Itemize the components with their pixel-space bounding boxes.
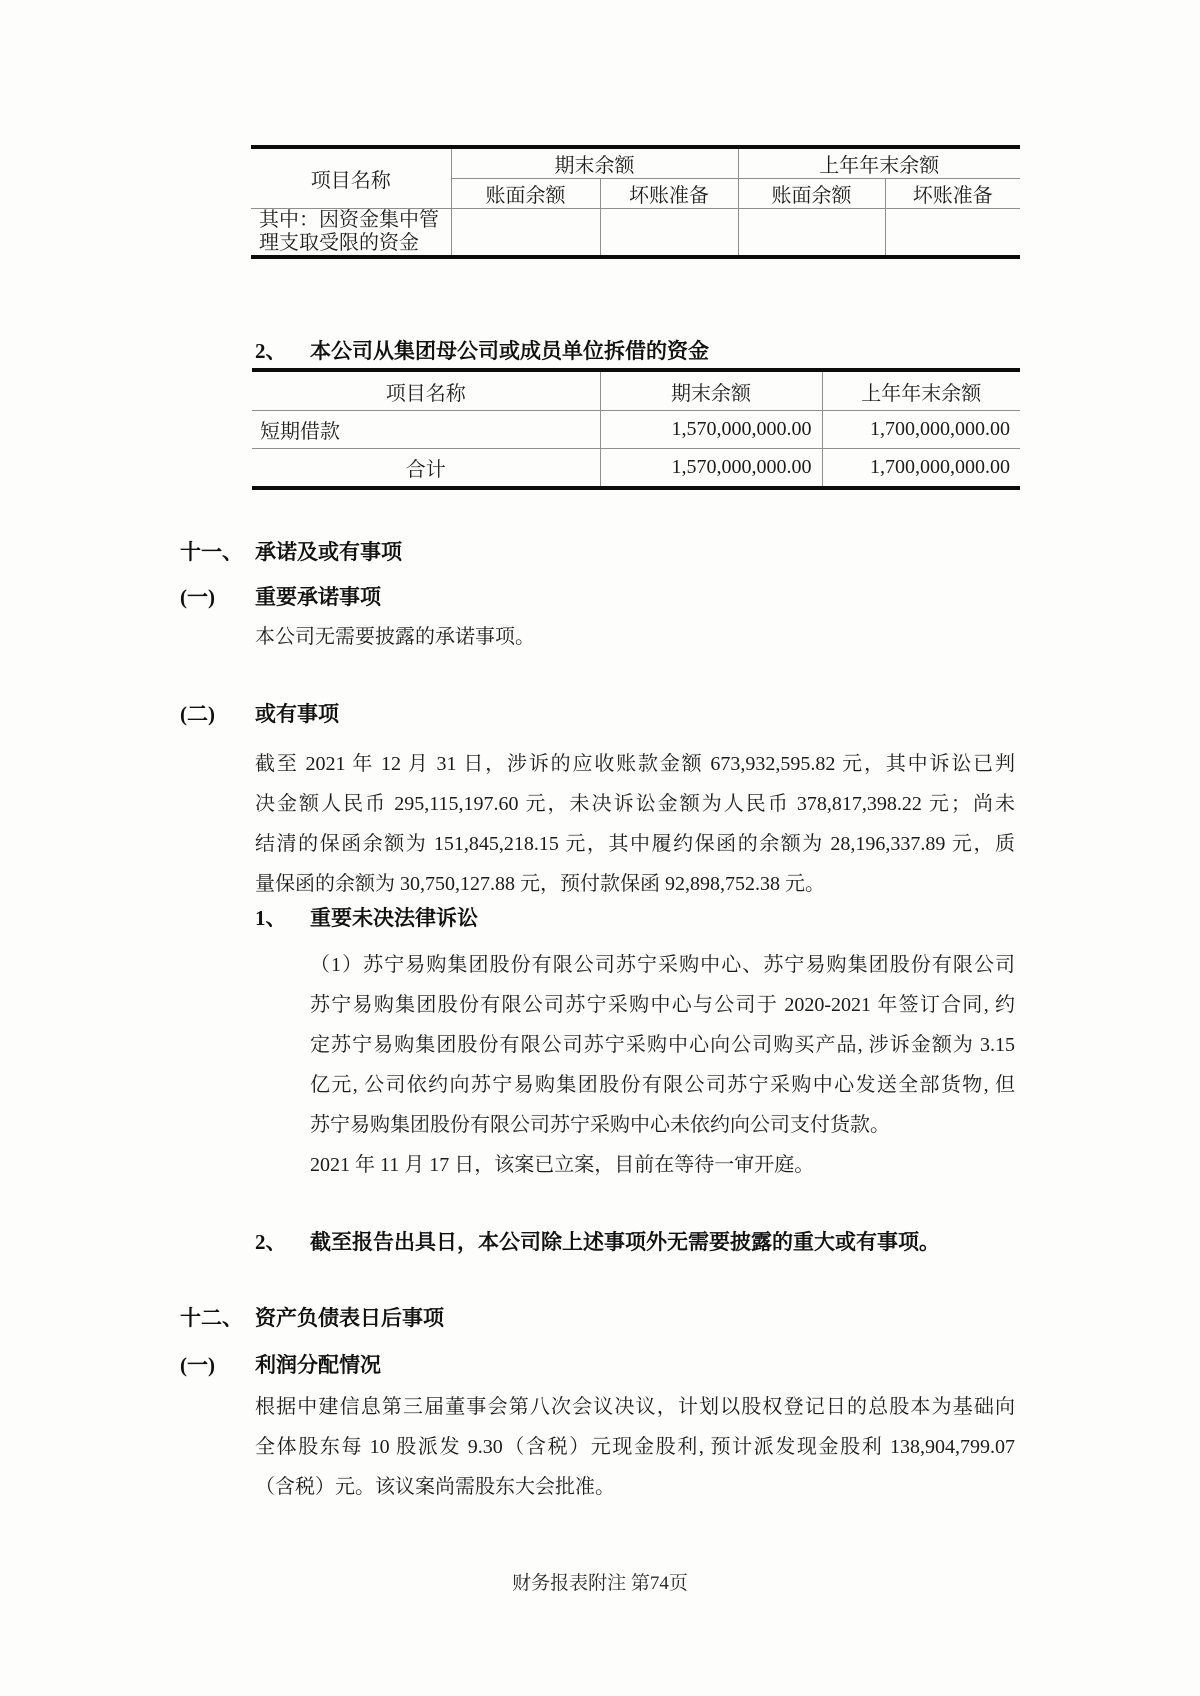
section-title: 资产负债表日后事项 xyxy=(255,1306,444,1330)
paragraph-line: （1）苏宁易购集团股份有限公司苏宁采购中心、苏宁易购集团股份有限公司 xyxy=(310,954,1015,976)
paragraph-line: 根据中建信息第三届董事会第八次会议决议，计划以股权登记日的总股本为基础向 xyxy=(255,1396,1015,1418)
item-title: 重要未决法律诉讼 xyxy=(310,906,478,930)
cell-prior-book xyxy=(738,209,885,258)
header-cell-book-balance: 账面余额 xyxy=(738,179,885,209)
row-item-name: 短期借款 xyxy=(252,411,600,449)
header-cell-bad-debt: 坏账准备 xyxy=(600,179,738,209)
table-row-total xyxy=(252,449,1020,489)
header-cell-period-end: 期末余额 xyxy=(600,370,822,411)
paragraph-line: 亿元, 公司依约向苏宁易购集团股份有限公司苏宁采购中心发送全部货物, 但 xyxy=(310,1074,1015,1096)
section-number: 十二、 xyxy=(180,1306,243,1330)
paragraph-line: 决金额人民币 295,115,197.60 元，未决诉讼金额为人民币 378,817,398.22 元；尚未 xyxy=(255,793,1015,815)
page-footer: 财务报表附注 第74页 xyxy=(512,1573,688,1594)
section-title: 重要承诺事项 xyxy=(255,585,381,609)
section-12-heading xyxy=(180,1303,444,1333)
header-cell-book-balance: 账面余额 xyxy=(451,179,600,209)
cell-end-book xyxy=(451,209,600,258)
heading-number: 2、 xyxy=(255,339,287,363)
header-cell-item-name: 项目名称 xyxy=(251,147,451,209)
row-item-name: 合计 xyxy=(252,449,600,489)
borrowed-funds-table xyxy=(252,368,1020,490)
table-header-row-groups xyxy=(251,147,1020,179)
section-number: (一) xyxy=(180,585,215,609)
lawsuit-heading xyxy=(255,903,478,933)
section-number: 十一、 xyxy=(180,540,243,564)
section-11-2-heading xyxy=(180,699,339,729)
section-title: 或有事项 xyxy=(255,702,339,726)
cell-end-bad xyxy=(600,209,738,258)
contingencies-closing-item xyxy=(255,1227,940,1257)
restricted-funds-table xyxy=(251,145,1020,259)
header-cell-prior-year-group: 上年年末余额 xyxy=(738,147,1020,179)
commitments-body: 本公司无需要披露的承诺事项。 xyxy=(255,626,535,648)
paragraph-line: 2021 年 11 月 17 日，该案已立案，目前在等待一审开庭。 xyxy=(310,1154,815,1176)
cell-period-end-value: 1,570,000,000.00 xyxy=(600,449,822,489)
paragraph-line: 全体股东每 10 股派发 9.30（含税）元现金股利, 预计派发现金股利 138,904,799.07 xyxy=(255,1436,1015,1458)
section-11-1-heading xyxy=(180,582,381,612)
table-header-row xyxy=(252,370,1020,411)
table-row-short-term-loan xyxy=(252,411,1020,449)
paragraph-line: （含税）元。该议案尚需股东大会批准。 xyxy=(255,1476,615,1498)
item-number: 1、 xyxy=(255,906,287,930)
section-number: (一) xyxy=(180,1353,215,1377)
header-cell-prior-year: 上年年末余额 xyxy=(822,370,1020,411)
cell-prior-bad xyxy=(885,209,1020,258)
lawsuit-paragraph xyxy=(310,945,1015,1185)
item-text: 截至报告出具日，本公司除上述事项外无需要披露的重大或有事项。 xyxy=(310,1230,940,1254)
header-cell-period-end-group: 期末余额 xyxy=(451,147,738,179)
contingencies-paragraph xyxy=(255,744,1015,904)
paragraph-line: 量保函的余额为 30,750,127.88 元，预付款保函 92,898,752.38 元。 xyxy=(255,873,825,895)
paragraph-line: 结清的保函余额为 151,845,218.15 元，其中履约保函的余额为 28,196,337.89 元，质 xyxy=(255,833,1015,855)
section-12-1-heading xyxy=(180,1350,381,1380)
section-title: 利润分配情况 xyxy=(255,1353,381,1377)
section-number: (二) xyxy=(180,702,215,726)
paragraph-line: 苏宁易购集团股份有限公司苏宁采购中心未依约向公司支付货款。 xyxy=(310,1114,890,1136)
header-cell-item-name: 项目名称 xyxy=(252,370,600,411)
cell-period-end-value: 1,570,000,000.00 xyxy=(600,411,822,449)
paragraph-line: 定苏宁易购集团股份有限公司苏宁采购中心向公司购买产品, 涉诉金额为 3.15 xyxy=(310,1034,1015,1056)
cell-prior-year-value: 1,700,000,000.00 xyxy=(822,411,1020,449)
paragraph-line: 截至 2021 年 12 月 31 日，涉诉的应收账款金额 673,932,595.82 元，其中诉讼已判 xyxy=(255,753,1015,775)
row-item-name: 其中：因资金集中管理支取受限的资金 xyxy=(251,209,451,258)
profit-distribution-paragraph xyxy=(255,1387,1015,1507)
table-row xyxy=(251,209,1020,258)
header-cell-bad-debt: 坏账准备 xyxy=(885,179,1020,209)
item-number: 2、 xyxy=(255,1230,287,1254)
borrowed-funds-heading xyxy=(255,336,709,366)
section-title: 承诺及或有事项 xyxy=(255,540,402,564)
paragraph-line: 苏宁易购集团股份有限公司苏宁采购中心与公司于 2020-2021 年签订合同, 约 xyxy=(310,994,1015,1016)
section-11-heading xyxy=(180,537,402,567)
heading-title: 本公司从集团母公司或成员单位拆借的资金 xyxy=(310,339,709,363)
cell-prior-year-value: 1,700,000,000.00 xyxy=(870,456,1010,478)
